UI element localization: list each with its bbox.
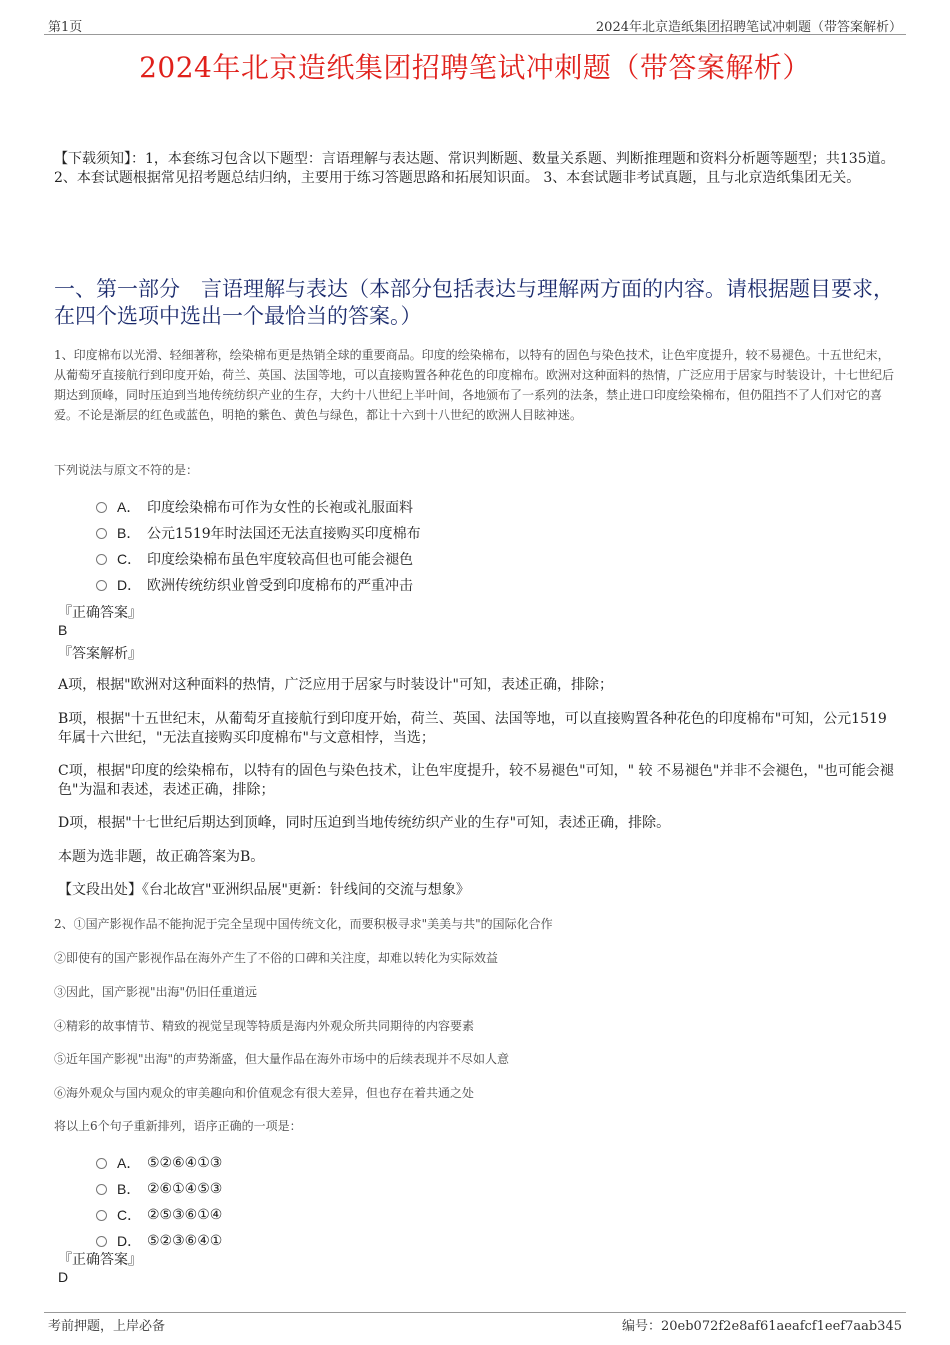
question-2-option-d[interactable]: D． ⑤②③⑥④① [96, 1231, 222, 1251]
question-1-answer: B [58, 622, 68, 638]
download-notice: 【下载须知】：1，本套练习包含以下题型：言语理解与表达题、常识判断题、数量关系题、判断推理题和资料分析题等题型；共135道。 2、本套试题根据常见招考题总结归纳，主要用于练习答题思路和拓展知识面。 3、本套试题非考试真题，且与北京造纸集团无关。 [54, 151, 895, 186]
page-number: 第1页 [48, 20, 83, 35]
question-2-sentence-5: ⑤近年国产影视"出海"的声势渐盛，但大量作品在海外市场中的后续表现并不尽如人意 [54, 1052, 510, 1066]
question-1-option-a[interactable]: A． 印度绘染棉布可作为女性的长袍或礼服面料 [96, 497, 413, 517]
radio-icon[interactable] [96, 554, 107, 565]
question-1-option-d[interactable]: D． 欧洲传统纺织业曾受到印度棉布的严重冲击 [96, 575, 413, 595]
question-1-option-b[interactable]: B． 公元1519年时法国还无法直接购买印度棉布 [96, 523, 421, 543]
question-2-prompt: 将以上6个句子重新排列，语序正确的一项是： [54, 1119, 302, 1133]
question-1-answer-label: 『正确答案』 [58, 605, 142, 621]
footer-slogan: 考前押题，上岸必备 [48, 1319, 166, 1334]
question-2-answer-label: 『正确答案』 [58, 1252, 142, 1268]
question-2-option-b[interactable]: B． ②⑥①④⑤③ [96, 1179, 222, 1199]
radio-icon[interactable] [96, 528, 107, 539]
footer-serial: 编号：20eb072f2e8af61aeafcf1eef7aab345 [622, 1319, 902, 1334]
radio-icon[interactable] [96, 1158, 107, 1169]
radio-icon[interactable] [96, 1236, 107, 1247]
section-heading: 一、第一部分 言语理解与表达（本部分包括表达与理解两方面的内容。请根据题目要求，在四个选项中选出一个最恰当的答案。） [54, 277, 894, 328]
page-footer [44, 1312, 906, 1333]
explanation-b: B项，根据"十五世纪末，从葡萄牙直接航行到印度开始，荷兰、英国、法国等地，可以直接购置各种花色的印度棉布"可知，公元1519年属十六世纪，"无法直接购买印度棉布"与文意相悖，当选； [58, 711, 887, 746]
question-2-sentence-4: ④精彩的故事情节、精致的视觉呈现等特质是海内外观众所共同期待的内容要素 [54, 1019, 475, 1033]
question-2-answer: D [58, 1269, 69, 1285]
question-1-prompt: 下列说法与原文不符的是： [54, 463, 199, 477]
radio-icon[interactable] [96, 580, 107, 591]
question-2-option-a[interactable]: A． ⑤②⑥④①③ [96, 1153, 222, 1173]
radio-icon[interactable] [96, 502, 107, 513]
question-2-sentence-3: ③因此，国产影视"出海"仍旧任重道远 [54, 985, 258, 999]
question-2-sentence-1: 2、①国产影视作品不能拘泥于完全呈现中国传统文化，而要积极寻求"美美与共"的国际化合作 [54, 917, 553, 931]
question-1-option-c[interactable]: C． 印度绘染棉布虽色牢度较高但也可能会褪色 [96, 549, 413, 569]
explanation-conclusion: 本题为选非题，故正确答案为B。 [58, 849, 265, 865]
question-1-analysis-label: 『答案解析』 [58, 646, 142, 662]
explanation-c: C项，根据"印度的绘染棉布，以特有的固色与染色技术，让色牢度提升，较不易褪色"可知，" 较 不易褪色"并非不会褪色，"也可能会褪色"为温和表述，表述正确，排除； [58, 763, 894, 798]
question-1-stem: 1、印度棉布以光滑、轻细著称，绘染棉布更是热销全球的重要商品。印度的绘染棉布，以特有的固色与染色技术，让色牢度提升，较不易褪色。十五世纪末，从葡萄牙直接航行到印度开始，荷兰、英国、法国等地，可以直接购置各种花色的印度棉布。欧洲对这种面料的热情，广泛应用于居家与时装设计，十七世纪后期达到顶峰，同时压迫到当地传统纺织产业的生存，大约十八世纪上半叶间，各地颁布了一系列的法条，禁止进口印度绘染棉布，但仍阻挡不了人们对它的喜爱。不论是渐层的红色或蓝色，明艳的紫色、黄色与绿色，都让十六到十八世纪的欧洲人目眩神迷。 [54, 348, 895, 422]
header-doc-title: 2024年北京造纸集团招聘笔试冲刺题（带答案解析） [595, 20, 902, 35]
explanation-d: D项，根据"十七世纪后期达到顶峰，同时压迫到当地传统纺织产业的生存"可知，表述正确，排除。 [58, 815, 671, 831]
explanation-source: 【文段出处】《台北故宫"亚洲织品展"更新：针线间的交流与想象》 [58, 882, 470, 898]
document-title: 2024年北京造纸集团招聘笔试冲刺题（带答案解析） [139, 51, 811, 84]
question-2-sentence-2: ②即使有的国产影视作品在海外产生了不俗的口碑和关注度，却难以转化为实际效益 [54, 951, 499, 965]
page-header [44, 14, 906, 35]
question-2-option-c[interactable]: C． ②⑤③⑥①④ [96, 1205, 222, 1225]
radio-icon[interactable] [96, 1210, 107, 1221]
question-2-sentence-6: ⑥海外观众与国内观众的审美趣向和价值观念有很大差异，但也存在着共通之处 [54, 1086, 475, 1100]
radio-icon[interactable] [96, 1184, 107, 1195]
explanation-a: A项，根据"欧洲对这种面料的热情，广泛应用于居家与时装设计"可知，表述正确，排除； [58, 677, 613, 693]
